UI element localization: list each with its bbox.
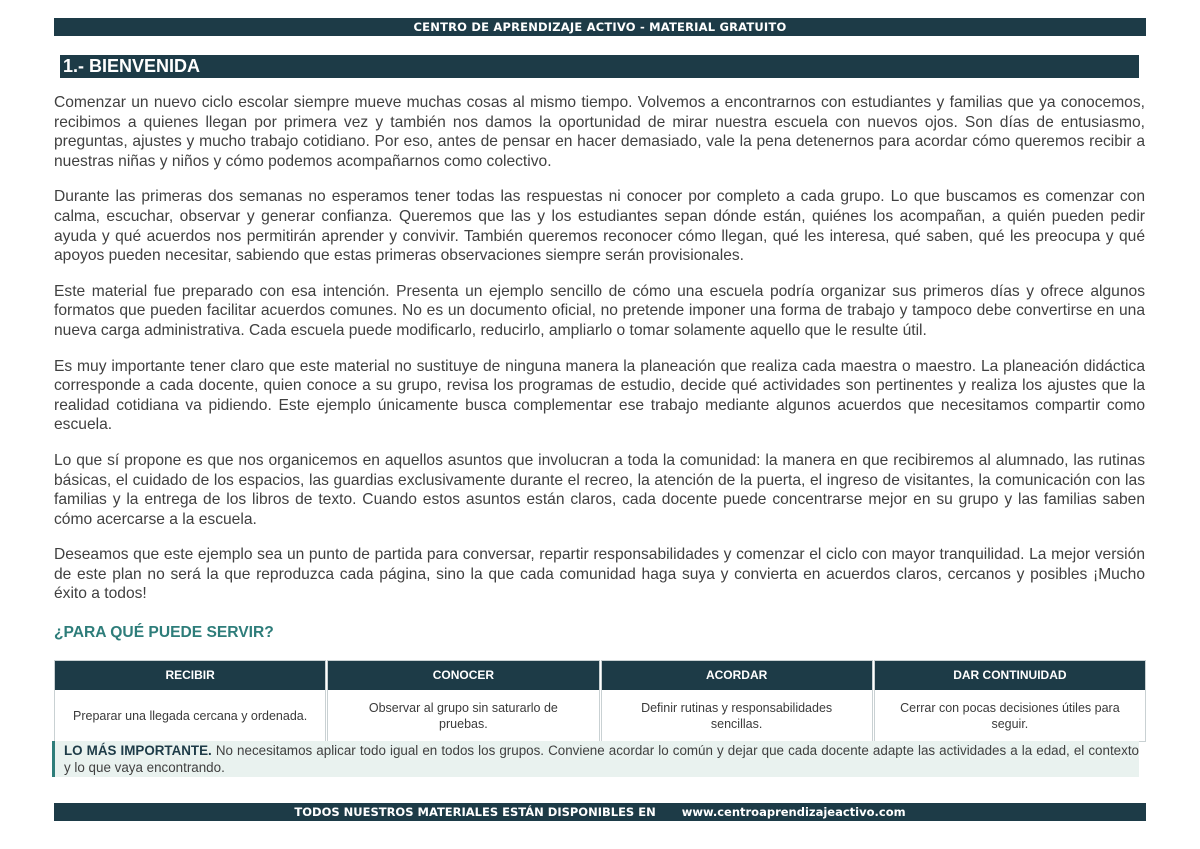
intro-text	[54, 93, 1145, 620]
card-text: Definir rutinas y responsabilidades sencillas.	[641, 700, 833, 731]
purpose-card-acordar	[601, 660, 873, 742]
card-text: Observar al grupo sin saturarlo de pruebas.	[368, 700, 558, 731]
paragraph: Deseamos que este ejemplo sea un punto de partida para conversar, repartir responsabilidades y comenzar el ciclo con mayor tranquilidad. La mejor versión de este plan no será la que reproduzca cada página, sino la que cada comunidad haga suya y convierta en acuerdos claros, cercanos y posibles ¡Mucho éxito a todos!	[54, 546, 1145, 603]
paragraph: Es muy importante tener claro que este material no sustituye de ninguna manera la planeación que realiza cada maestra o maestro. La planeación didáctica corresponde a cada docente, quien conoce a su grupo, revisa los programas de estudio, decide qué actividades son pertinentes y realiza los ajustes que la realidad cotidiana va pidiendo. Este ejemplo únicamente busca complementar ese trabajo mediante algunos acuerdos que necesitamos compartir como escuela.	[54, 357, 1145, 434]
card-text: Cerrar con pocas decisiones útiles para seguir.	[900, 700, 1120, 731]
purpose-heading: ¿PARA QUÉ PUEDE SERVIR?	[54, 624, 274, 641]
paragraph: Este material fue preparado con esa intención. Presenta un ejemplo sencillo de cómo una escuela podría organizar sus primeros días y ofrece algunos formatos que pueden facilitar acuerdos comunes. No es un documento oficial, no pretende imponer una forma de trabajo y tampoco debe convertirse en una nueva carga administrativa. Cada escuela puede modificarlo, reducirlo, ampliarlo o tomar solamente aquello que le resulte útil.	[54, 282, 1145, 339]
paragraph: Comenzar un nuevo ciclo escolar siempre mueve muchas cosas al mismo tiempo. Volvemos a encontrarnos con estudiantes y familias que ya conocemos, recibimos a quienes llegan por primera vez y también nos damos la oportunidad de mirar nuestra escuela con nuevos ojos. Son días de entusiasmo, preguntas, ajustes y mucho trabajo cotidiano. Por eso, antes de pensar en hacer demasiado, vale la pena detenernos para acordar cómo queremos recibir a nuestras niñas y niños y cómo podemos acompañarnos como colectivo.	[54, 94, 1145, 170]
card-title: DAR CONTINUIDAD	[875, 661, 1145, 690]
footer-url-link[interactable]: www.centroaprendizajeactivo.com	[681, 805, 906, 819]
paragraph: Durante las primeras dos semanas no esperamos tener todas las respuestas ni conocer por completo a cada grupo. Lo que buscamos es comenzar con calma, escuchar, observar y generar confianza. Queremos que las y los estudiantes sepan dónde están, quiénes los acompañan, a quién pueden pedir ayuda y qué acuerdos nos permitirán aprender y convivir. También queremos reconocer cómo llegan, qué les interesa, qué saben, qué les preocupa y qué apoyos pueden necesitar, sabiendo que estas primeras observaciones siempre serán provisionales.	[54, 188, 1145, 265]
note-text: No necesitamos aplicar todo igual en todos los grupos. Conviene acordar lo común y dejar que cada docente adapte las actividades a la edad, el contexto y lo que vaya encontrando.	[64, 743, 1139, 775]
footer-text: TODOS NUESTROS MATERIALES ESTÁN DISPONIBLES EN	[294, 805, 656, 819]
section-title: 1.- BIENVENIDA	[60, 55, 1139, 78]
footer-banner	[54, 803, 1146, 821]
card-title: RECIBIR	[55, 661, 325, 690]
card-title: ACORDAR	[602, 661, 872, 690]
header-banner: CENTRO DE APRENDIZAJE ACTIVO - MATERIAL GRATUITO	[54, 18, 1146, 36]
paragraph: Lo que sí propone es que nos organicemos en aquellos asuntos que involucran a toda la comunidad: la manera en que recibiremos al alumnado, las rutinas básicas, el cuidado de los espacios, las guardias exclusivamente durante el recreo, la atención de la puerta, el ingreso de visitantes, la comunicación con las familias y la entrega de los libros de texto. Cuando estos asuntos están claros, cada docente puede concentrarse mejor en su grupo y las familias saben cómo acercarse a la escuela.	[54, 451, 1145, 528]
purpose-card-recibir	[54, 660, 326, 742]
important-note	[52, 741, 1139, 777]
card-text: Preparar una llegada cercana y ordenada.	[73, 708, 308, 723]
purpose-card-conocer	[327, 660, 599, 742]
purpose-cards	[54, 660, 1146, 742]
purpose-card-dar-continuidad	[874, 660, 1146, 742]
note-label: LO MÁS IMPORTANTE.	[64, 743, 212, 758]
card-title: CONOCER	[328, 661, 598, 690]
